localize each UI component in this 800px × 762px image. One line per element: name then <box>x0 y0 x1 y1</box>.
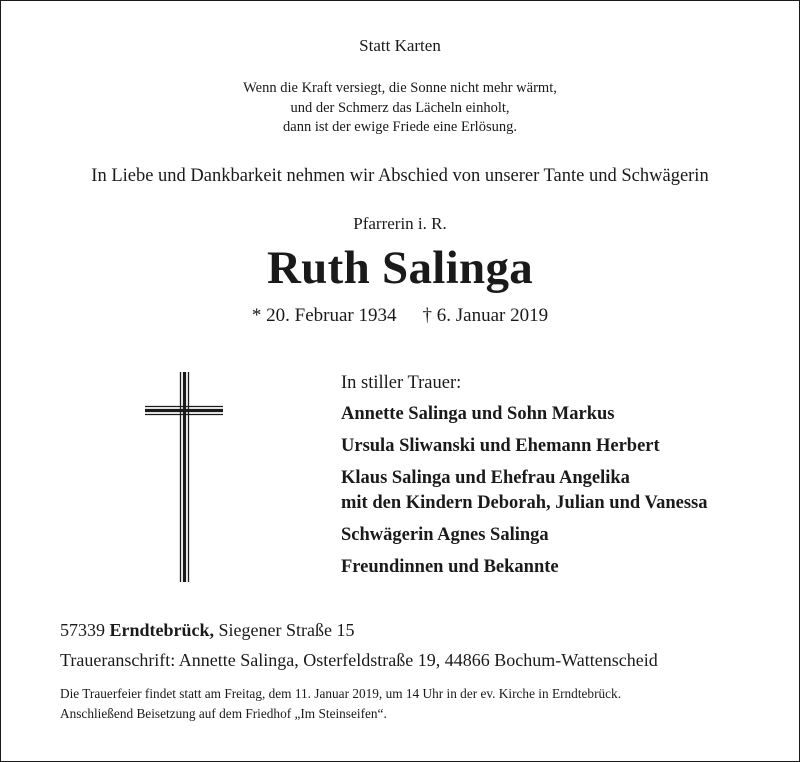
notice-header: Statt Karten <box>359 36 441 55</box>
condolence-address: Traueranschrift: Annette Salinga, Osterfeldstraße 19, 44866 Bochum-Wattenscheid <box>60 650 658 670</box>
intro-text: In Liebe und Dankbarkeit nehmen wir Abschied von unserer Tante und Schwägerin <box>91 166 709 186</box>
mourners-heading: In stiller Trauer: <box>341 373 462 393</box>
funeral-note-1: Die Trauerfeier findet statt am Freitag, dem 11. Januar 2019, um 14 Uhr in der ev. Kirche in Erndtebrück. <box>60 686 622 701</box>
life-dates <box>0 305 800 327</box>
funeral-note-2: Anschließend Beisetzung auf dem Friedhof „Im Steinseifen“. <box>60 706 387 721</box>
postal-code: 57339 <box>60 620 105 640</box>
birth-date: * 20. Februar 1934 <box>251 305 397 326</box>
mourner-line: Annette Salinga und Sohn Markus <box>341 404 615 424</box>
death-date: † 6. Januar 2019 <box>422 305 549 326</box>
deceased-title: Pfarrerin i. R. <box>353 214 447 233</box>
mourner-line: Freundinnen und Bekannte <box>341 557 559 577</box>
deceased-name: Ruth Salinga <box>266 242 534 294</box>
street: Siegener Straße 15 <box>218 620 355 640</box>
mourner-line: Ursula Sliwanski und Ehemann Herbert <box>341 436 660 456</box>
mourner-line: mit den Kindern Deborah, Julian und Vanessa <box>341 493 708 513</box>
mourner-line: Schwägerin Agnes Salinga <box>341 525 549 545</box>
town: Erndtebrück, <box>109 620 215 640</box>
poem-line-3: dann ist der ewige Friede eine Erlösung. <box>283 119 517 135</box>
mourner-line: Klaus Salinga und Ehefrau Angelika <box>341 468 630 488</box>
residence-address <box>60 620 354 641</box>
poem-line-1: Wenn die Kraft versiegt, die Sonne nicht mehr wärmt, <box>243 80 557 96</box>
poem-line-2: und der Schmerz das Lächeln einholt, <box>290 100 510 116</box>
cross-icon <box>145 372 225 582</box>
